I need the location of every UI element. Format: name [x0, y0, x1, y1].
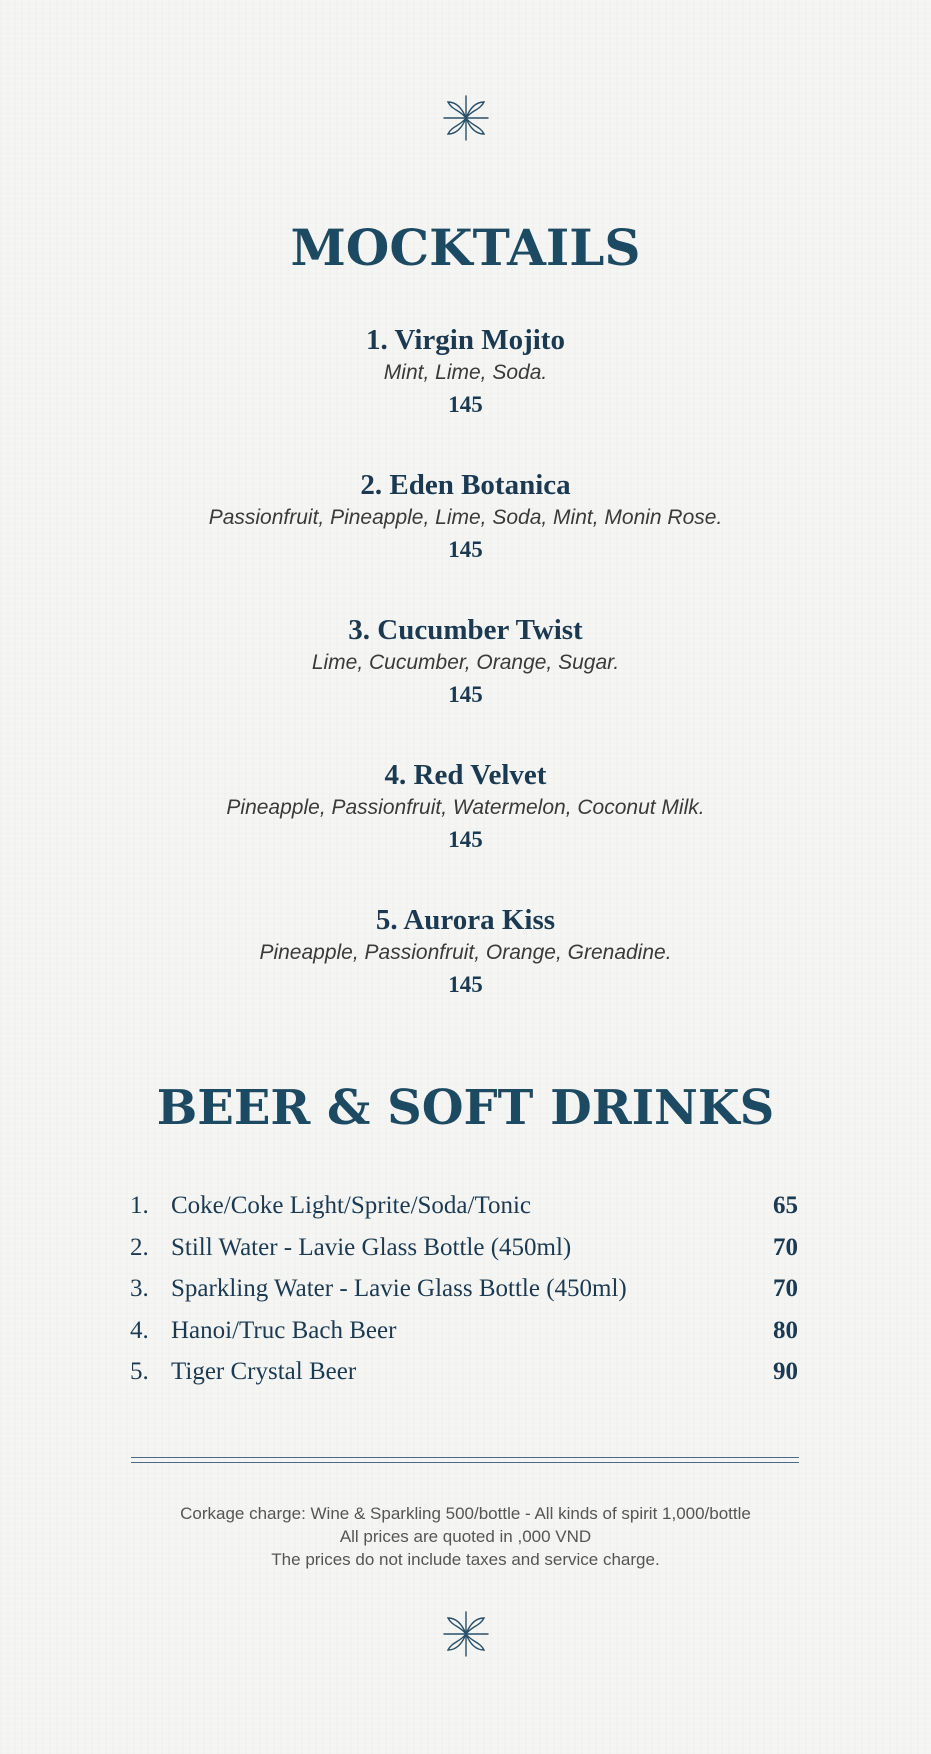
currency-note: All prices are quoted in ,000 VND — [339, 1527, 592, 1546]
mocktails-heading: MOCKTAILS — [290, 218, 641, 277]
mocktail-name: 1. Virgin Mojito — [366, 324, 565, 356]
mocktail-price: 145 — [448, 392, 483, 417]
mocktail-price: 145 — [448, 827, 483, 852]
drink-name: Hanoi/Truc Bach Beer — [171, 1316, 397, 1344]
drink-list-item — [130, 1351, 800, 1393]
drink-number: 1. — [130, 1192, 149, 1219]
mocktail-item — [0, 612, 931, 757]
mocktail-item — [0, 902, 931, 1047]
drink-list-item — [130, 1310, 800, 1352]
drink-number: 2. — [130, 1233, 149, 1261]
drink-number: 5. — [130, 1358, 149, 1385]
mocktails-list — [0, 322, 931, 1047]
floral-ornament-icon — [440, 1608, 492, 1660]
drink-price: 70 — [773, 1233, 798, 1261]
drink-name: Tiger Crystal Beer — [171, 1358, 357, 1385]
tax-note: The prices do not include taxes and service charge. — [271, 1550, 660, 1569]
mocktail-price: 145 — [448, 682, 483, 707]
mocktail-description: Pineapple, Passionfruit, Watermelon, Coconut Milk. — [226, 796, 705, 819]
mocktail-item — [0, 322, 931, 467]
double-rule-divider-bottom — [131, 1462, 799, 1463]
mocktail-item — [0, 757, 931, 902]
drink-price: 80 — [773, 1316, 798, 1344]
drink-price: 70 — [773, 1275, 798, 1302]
mocktail-description: Lime, Cucumber, Orange, Sugar. — [311, 651, 620, 674]
mocktail-name: 5. Aurora Kiss — [375, 904, 556, 936]
floral-ornament-icon — [440, 92, 492, 144]
mocktail-price: 145 — [448, 537, 483, 562]
drink-number: 3. — [130, 1275, 149, 1302]
mocktail-description: Passionfruit, Pineapple, Lime, Soda, Mint, Monin Rose. — [208, 506, 723, 529]
mocktail-description: Pineapple, Passionfruit, Orange, Grenadine. — [259, 941, 672, 964]
beer-soft-drinks-heading: BEER & SOFT DRINKS — [156, 1080, 775, 1136]
drink-list-item — [130, 1268, 800, 1310]
drink-list-item — [130, 1185, 800, 1227]
footer-notes — [0, 1502, 931, 1571]
drink-price: 90 — [773, 1358, 798, 1385]
drink-name: Coke/Coke Light/Sprite/Soda/Tonic — [171, 1192, 532, 1219]
mocktail-name: 3. Cucumber Twist — [348, 614, 583, 646]
mocktail-description: Mint, Lime, Soda. — [383, 361, 548, 384]
drink-price: 65 — [773, 1192, 798, 1219]
beer-soft-drinks-list — [130, 1185, 800, 1393]
corkage-note: Corkage charge: Wine & Sparkling 500/bottle - All kinds of spirit 1,000/bottle — [180, 1504, 751, 1523]
drink-name: Sparkling Water - Lavie Glass Bottle (450ml) — [171, 1275, 627, 1302]
mocktail-item — [0, 467, 931, 612]
drink-list-item — [130, 1227, 800, 1269]
drink-name: Still Water - Lavie Glass Bottle (450ml) — [171, 1233, 572, 1261]
mocktail-price: 145 — [448, 972, 483, 997]
double-rule-divider-top — [131, 1457, 799, 1458]
mocktail-name: 4. Red Velvet — [384, 759, 547, 791]
drink-number: 4. — [130, 1316, 149, 1344]
mocktail-name: 2. Eden Botanica — [360, 469, 571, 501]
